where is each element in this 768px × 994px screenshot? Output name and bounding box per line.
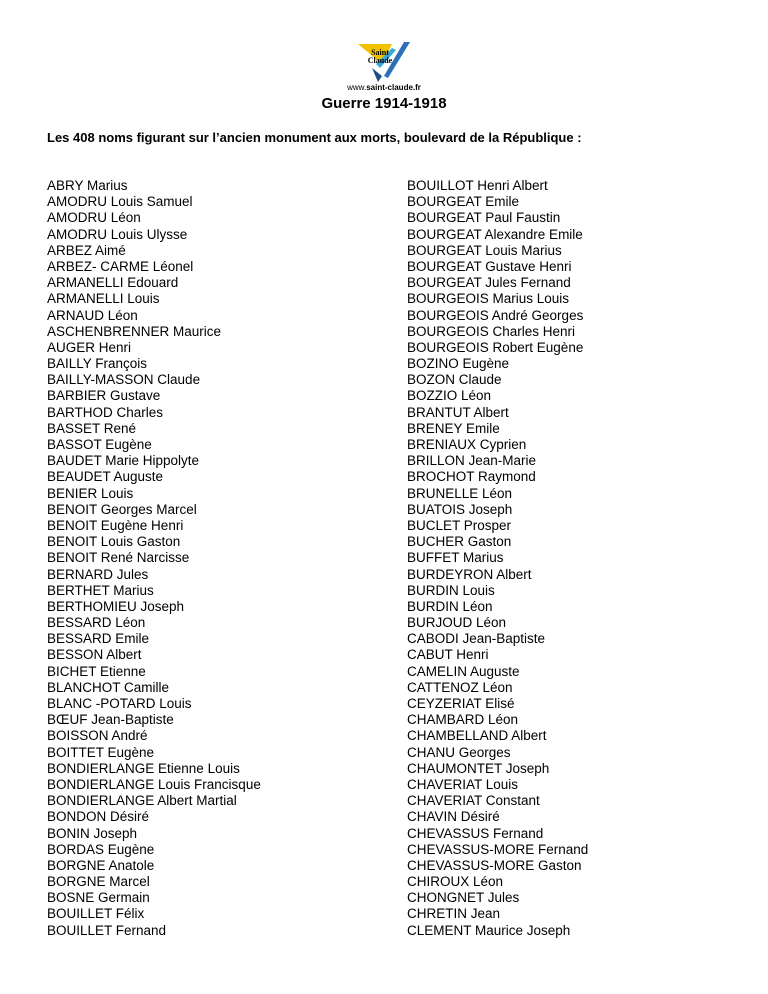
name-entry: BOUILLET Fernand <box>47 922 167 938</box>
name-entry: CLEMENT Maurice Joseph <box>407 922 571 938</box>
name-entry: BOURGEOIS Robert Eugène <box>407 339 584 355</box>
name-entry: BURDIN Léon <box>407 598 493 614</box>
name-entry: BARBIER Gustave <box>47 388 161 404</box>
website-url <box>0 83 768 92</box>
name-entry: BENIER Louis <box>47 485 134 501</box>
name-entry: BOURGEAT Louis Marius <box>407 242 562 258</box>
name-entry: CHAMBARD Léon <box>407 712 519 728</box>
name-entry: AMODRU Léon <box>47 210 141 226</box>
name-entry: BOURGEAT Jules Fernand <box>407 275 571 291</box>
name-entry: CHRETIN Jean <box>407 906 501 922</box>
name-entry: BONDIERLANGE Louis Francisque <box>47 776 261 792</box>
name-entry: BENOIT Georges Marcel <box>47 501 197 517</box>
name-entry: BAILLY-MASSON Claude <box>47 372 201 388</box>
website-prefix: www. <box>347 83 367 92</box>
name-entry: BAILLY François <box>47 356 148 372</box>
name-entry: BURJOUD Léon <box>407 615 507 631</box>
saint-claude-logo <box>352 38 412 84</box>
name-entry: CHEVASSUS Fernand <box>407 825 544 841</box>
name-entry: BRENEY Emile <box>407 420 500 436</box>
name-entry: ARBEZ Aimé <box>47 242 126 258</box>
name-entry: BONDIERLANGE Etienne Louis <box>47 760 240 776</box>
logo-dark-shape <box>372 68 382 82</box>
name-entry: BUFFET Marius <box>407 550 504 566</box>
website-domain: saint-claude.fr <box>366 83 421 92</box>
name-entry: CEYZERIAT Elisé <box>407 696 515 711</box>
logo-text-line1: Saint <box>371 48 389 57</box>
name-entry: BONIN Joseph <box>47 825 138 841</box>
name-entry: BOZON Claude <box>407 372 502 388</box>
name-entry: BORGNE Marcel <box>47 874 150 890</box>
name-entry: ASCHENBRENNER Maurice <box>47 323 222 339</box>
name-entry: BONDON Désiré <box>47 809 150 825</box>
name-entry: BONDIERLANGE Albert Martial <box>47 793 237 809</box>
names-column-left <box>47 178 261 939</box>
name-entry: BLANCHOT Camille <box>47 679 170 695</box>
name-entry: AUGER Henri <box>47 339 132 355</box>
name-entry: CHONGNET Jules <box>407 890 520 906</box>
name-entry: BURDIN Louis <box>407 582 495 598</box>
name-entry: AMODRU Louis Samuel <box>47 194 193 210</box>
name-entry: CABUT Henri <box>407 647 489 663</box>
name-entry: BESSON Albert <box>47 647 142 663</box>
name-entry: BARTHOD Charles <box>47 404 164 420</box>
name-entry: BASSOT Eugène <box>47 437 152 452</box>
name-entry: BEAUDET Auguste <box>47 469 164 485</box>
name-entry: BOURGEAT Paul Faustin <box>407 210 561 226</box>
name-entry: CHAVERIAT Louis <box>407 776 519 792</box>
name-entry: BOURGEAT Gustave Henri <box>407 258 572 274</box>
name-entry: BLANC -POTARD Louis <box>47 696 192 711</box>
name-entry: BASSET René <box>47 420 137 436</box>
logo-text-line2: Claude <box>367 56 393 65</box>
name-entry: BERTHOMIEU Joseph <box>47 598 185 614</box>
name-entry: BICHET Etienne <box>47 663 146 679</box>
name-entry: CHAVERIAT Constant <box>407 793 540 809</box>
name-entry: BRILLON Jean-Marie <box>407 453 537 469</box>
name-entry: BOITTET Eugène <box>47 744 155 760</box>
name-entry: AMODRU Louis Ulysse <box>47 226 188 242</box>
name-entry: BUATOIS Joseph <box>407 501 513 517</box>
name-entry: ARBEZ- CARME Léonel <box>47 258 194 274</box>
name-entry: BOUILLOT Henri Albert <box>407 178 548 193</box>
name-entry: CAMELIN Auguste <box>407 663 520 679</box>
name-entry: ARNAUD Léon <box>47 307 138 323</box>
name-entry: BOZZIO Léon <box>407 388 492 404</box>
name-entry: BOZINO Eugène <box>407 356 510 372</box>
names-column-right <box>407 178 588 939</box>
name-entry: CHEVASSUS-MORE Gaston <box>407 857 582 873</box>
name-entry: BOURGEAT Alexandre Emile <box>407 226 583 242</box>
name-entry: BUCHER Gaston <box>407 534 512 550</box>
name-entry: BŒUF Jean-Baptiste <box>47 712 174 728</box>
name-entry: BRUNELLE Léon <box>407 485 513 501</box>
name-entry: BROCHOT Raymond <box>407 469 536 485</box>
name-entry: CHAVIN Désiré <box>407 809 500 825</box>
name-entry: BESSARD Emile <box>47 631 150 647</box>
name-entry: CHEVASSUS-MORE Fernand <box>407 841 589 857</box>
name-entry: BOURGEOIS Marius Louis <box>407 291 570 307</box>
name-entry: BRANTUT Albert <box>407 404 509 420</box>
name-entry: BORGNE Anatole <box>47 857 155 873</box>
name-entry: CABODI Jean-Baptiste <box>407 631 546 647</box>
name-entry: ABRY Marius <box>47 178 128 193</box>
name-entry: BENOIT Louis Gaston <box>47 534 181 550</box>
name-entry: BURDEYRON Albert <box>407 566 532 582</box>
name-entry: BERNARD Jules <box>47 566 149 582</box>
name-entry: BAUDET Marie Hippolyte <box>47 453 200 469</box>
name-entry: BOUILLET Félix <box>47 906 145 922</box>
name-entry: CHAMBELLAND Albert <box>407 728 547 744</box>
name-entry: CATTENOZ Léon <box>407 679 513 695</box>
page-title: Guerre 1914-1918 <box>321 95 447 112</box>
name-entry: BOURGEOIS André Georges <box>407 307 584 323</box>
name-entry: BERTHET Marius <box>47 582 154 598</box>
name-entry: CHANU Georges <box>407 744 511 760</box>
name-entry: BESSARD Léon <box>47 615 146 631</box>
name-entry: BENOIT Eugène Henri <box>47 517 184 533</box>
name-entry: CHIROUX Léon <box>407 874 504 890</box>
name-entry: BUCLET Prosper <box>407 517 512 533</box>
name-entry: BOURGEAT Emile <box>407 194 520 210</box>
name-entry: BOURGEOIS Charles Henri <box>407 323 576 339</box>
name-entry: BOISSON André <box>47 728 148 744</box>
name-entry: CHAUMONTET Joseph <box>407 760 550 776</box>
name-entry: BRENIAUX Cyprien <box>407 437 527 452</box>
name-entry: BORDAS Eugène <box>47 841 155 857</box>
name-entry: ARMANELLI Louis <box>47 291 160 307</box>
name-entry: ARMANELLI Edouard <box>47 275 179 291</box>
name-entry: BENOIT René Narcisse <box>47 550 190 566</box>
page-subtitle: Les 408 noms figurant sur l’ancien monument aux morts, boulevard de la République : <box>47 130 582 145</box>
name-entry: BOSNE Germain <box>47 890 150 906</box>
